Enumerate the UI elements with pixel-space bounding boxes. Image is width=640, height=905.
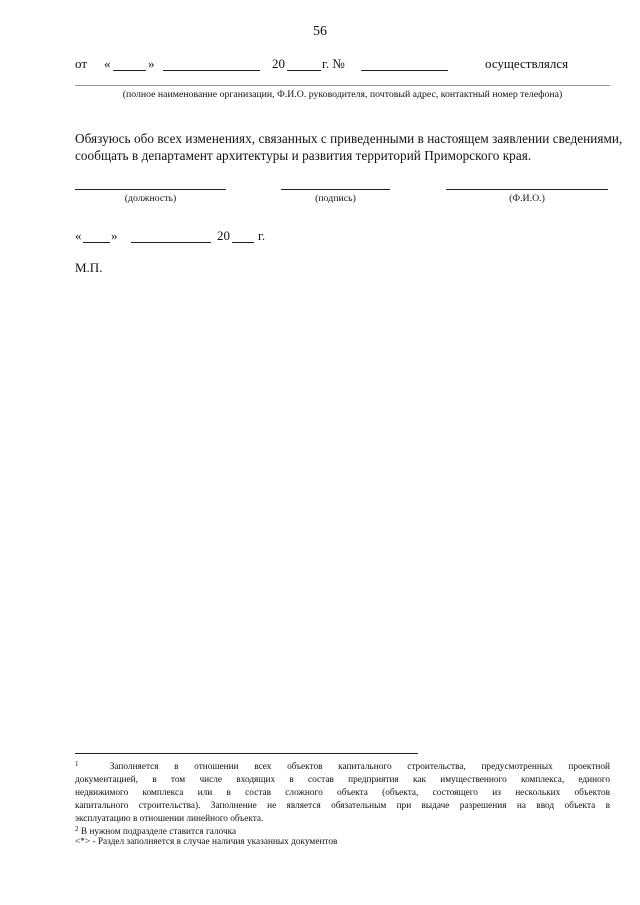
- day-field-line[interactable]: [113, 70, 146, 71]
- position-caption: (должность): [124, 193, 177, 204]
- page-number: 56: [313, 24, 327, 39]
- footnote-1-line-1: $^1$ Заполняется в отношении всех объектов капитального строительства, предусмотренных проектной: [75, 760, 610, 772]
- signature-field-line[interactable]: [281, 189, 390, 190]
- date-quote-open: «: [75, 228, 82, 243]
- commitment-line-2: сообщать в департамент архитектуры и развития территорий Приморского края.: [75, 148, 532, 163]
- name-field-line[interactable]: [446, 189, 608, 190]
- quote-close: »: [148, 56, 155, 71]
- footnote-2-mark: 2: [75, 825, 79, 833]
- footnote-1-line-4: капитального строительства). Заполнение не является обязательным при выдаче разрешения на ввод объекта в: [75, 801, 610, 811]
- footnote-1-line-5: эксплуатацию в отношении линейного объекта.: [75, 814, 264, 824]
- name-caption: (Ф.И.О.): [509, 193, 545, 204]
- organization-caption: (полное наименование организации, Ф.И.О. руководителя, почтовый адрес, контактный номер телефона): [122, 89, 563, 100]
- footnote-1-mark: 1: [75, 760, 79, 768]
- date-quote-close: »: [111, 228, 118, 243]
- footnote-1-line-3: недвижимого комплекса или в состав сложного объекта (объекта, состоящего из нескольких объектов: [75, 788, 610, 798]
- footnote-separator: [75, 753, 418, 754]
- month-field-line[interactable]: [163, 70, 260, 71]
- quote-open: «: [104, 56, 111, 71]
- footnote-1: [75, 758, 610, 826]
- date-year-field-line[interactable]: [232, 242, 254, 243]
- date-day-field-line[interactable]: [83, 242, 110, 243]
- verb-label: осуществлялся: [485, 56, 569, 71]
- year-field-line[interactable]: [287, 70, 321, 71]
- date-month-field-line[interactable]: [131, 242, 211, 243]
- year-prefix: 20: [272, 56, 285, 71]
- footnote-3: <*> - Раздел заполняется в случае наличия указанных документов: [75, 837, 338, 847]
- signature-caption: (подпись): [315, 193, 356, 204]
- date-year-prefix: 20: [217, 228, 230, 243]
- footnote-2: $^2$ В нужном подразделе ставится галочка: [75, 825, 237, 837]
- year-number-label: г. №: [322, 56, 345, 71]
- number-field-line[interactable]: [361, 70, 448, 71]
- date-year-suffix: г.: [258, 228, 266, 243]
- organization-field-line[interactable]: [75, 85, 610, 86]
- position-field-line[interactable]: [75, 189, 226, 190]
- stamp-label: М.П.: [75, 260, 103, 275]
- footnote-1-line-2: документацией, в том числе входящих в состав предприятия как имущественного комплекса, единого: [75, 775, 610, 785]
- from-label: от: [75, 56, 88, 71]
- commitment-line-1: Обязуюсь обо всех изменениях, связанных с приведенными в настоящем заявлении сведениями,: [75, 131, 623, 146]
